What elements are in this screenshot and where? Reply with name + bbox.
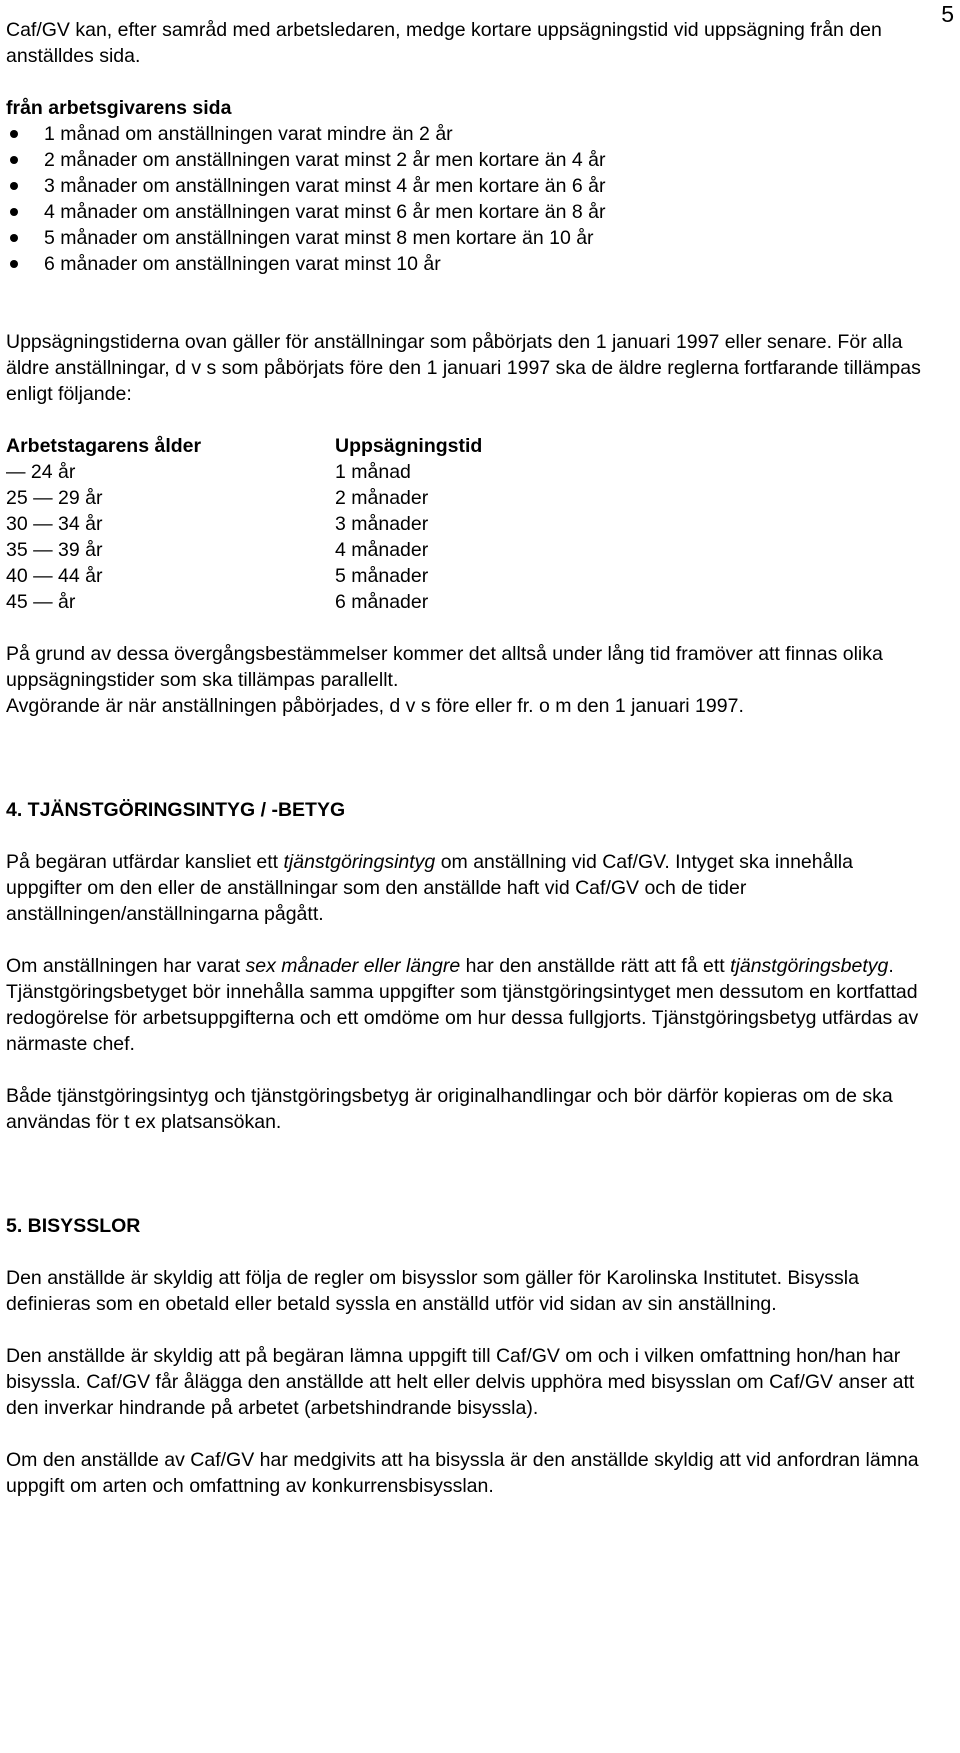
section-4-paragraph-2: Om anställningen har varat sex månader eller längre har den anställde rätt att få ett tjänstgöringsbetyg. Tjänstgöringsbetyget bör innehålla samma uppgifter som tjänstgöringsintyget men dessutom en kortfattad redogörelse för arbetsuppgifterna och ett omdöme om hur dessa fullgjorts. Tjänstgöringsbetyg utfärdas av närmaste chef. (6, 955, 919, 1055)
list-item: 3 månader om anställningen varat minst 4 år men kortare än 6 år (6, 173, 926, 199)
table-cell-period: 3 månader (335, 513, 429, 535)
intro-paragraph: Caf/GV kan, efter samråd med arbetsledaren, medge kortare uppsägningstid vid uppsägning från den anställdes sida. (6, 19, 882, 67)
employer-heading: från arbetsgivarens sida (6, 97, 232, 119)
table-cell-period: 4 månader (335, 539, 429, 561)
rules-paragraph: Uppsägningstiderna ovan gäller för anställningar som påbörjats den 1 januari 1997 eller senare. För alla äldre anställningar, d v s som påbörjats före den 1 januari 1997 ska de äldre reglerna fortfarande tillämpas enligt följande: (6, 331, 921, 405)
bullet-icon (10, 208, 18, 216)
section-5-paragraph-1: Den anställde är skyldig att följa de regler om bisysslor som gäller för Karolinska Institutet. Bisyssla definieras som en obetald eller betald syssla en anställd utför vid sidan av sin anställning. (6, 1267, 859, 1315)
table-cell-age: 35 — 39 år (6, 539, 103, 561)
table-header-period: Uppsägningstid (335, 435, 483, 457)
decisive-paragraph: Avgörande är när anställningen påbörjades, d v s före eller fr. o m den 1 januari 1997. (6, 695, 744, 717)
list-item: 1 månad om anställningen varat mindre än 2 år (6, 121, 926, 147)
section-5-heading: 5. BISYSSLOR (6, 1215, 141, 1237)
bullet-icon (10, 182, 18, 190)
table-cell-period: 2 månader (335, 487, 429, 509)
transition-paragraph: På grund av dessa övergångsbestämmelser kommer det alltså under lång tid framöver att finnas olika uppsägningstider som ska tillämpas parallellt. (6, 643, 883, 691)
emphasis-term: tjänstgöringsintyg (283, 851, 436, 873)
section-4-paragraph-1: På begäran utfärdar kansliet ett tjänstgöringsintyg om anställning vid Caf/GV. Intyget ska innehålla uppgifter om den eller de anställningar som den anställde haft vid Caf/GV och de tider anställningen/anställningarna pågått. (6, 851, 853, 925)
age-notice-table (6, 433, 926, 615)
bullet-icon (10, 260, 18, 268)
table-cell-age: 40 — 44 år (6, 565, 103, 587)
section-4-heading: 4. TJÄNSTGÖRINGSINTYG / -BETYG (6, 799, 346, 821)
bullet-icon (10, 234, 18, 242)
section-4-paragraph-3: Både tjänstgöringsintyg och tjänstgöringsbetyg är originalhandlingar och bör därför kopieras om de ska användas för t ex platsansökan. (6, 1085, 893, 1133)
section-5-paragraph-3: Om den anställde av Caf/GV har medgivits att ha bisyssla är den anställde skyldig att vid anfordran lämna uppgift om arten och omfattning av konkurrensbisysslan. (6, 1449, 919, 1497)
section-5-paragraph-2: Den anställde är skyldig att på begäran lämna uppgift till Caf/GV om och i vilken omfattning hon/han har bisyssla. Caf/GV får ålägga den anställde att helt eller delvis upphöra med bisysslan om Caf/GV anser att den inverkar hindrande på arbetet (arbetshindrande bisyssla). (6, 1345, 915, 1419)
employer-notice-list (6, 121, 926, 277)
table-cell-period: 1 månad (335, 461, 411, 483)
table-cell-age: — 24 år (6, 461, 76, 483)
table-cell-age: 25 — 29 år (6, 487, 103, 509)
table-cell-age: 30 — 34 år (6, 513, 103, 535)
table-cell-age: 45 — år (6, 591, 76, 613)
emphasis-term: tjänstgöringsbetyg (730, 955, 889, 977)
bullet-icon (10, 156, 18, 164)
list-item: 5 månader om anställningen varat minst 8 men kortare än 10 år (6, 225, 926, 251)
page-number: 5 (941, 1, 954, 27)
bullet-icon (10, 130, 18, 138)
table-cell-period: 5 månader (335, 565, 429, 587)
document-body (6, 17, 926, 1499)
emphasis-term: sex månader eller längre (245, 955, 461, 977)
list-item: 6 månader om anställningen varat minst 10 år (6, 251, 926, 277)
list-item: 4 månader om anställningen varat minst 6 år men kortare än 8 år (6, 199, 926, 225)
list-item: 2 månader om anställningen varat minst 2 år men kortare än 4 år (6, 147, 926, 173)
table-cell-period: 6 månader (335, 591, 429, 613)
table-header-age: Arbetstagarens ålder (6, 435, 202, 457)
